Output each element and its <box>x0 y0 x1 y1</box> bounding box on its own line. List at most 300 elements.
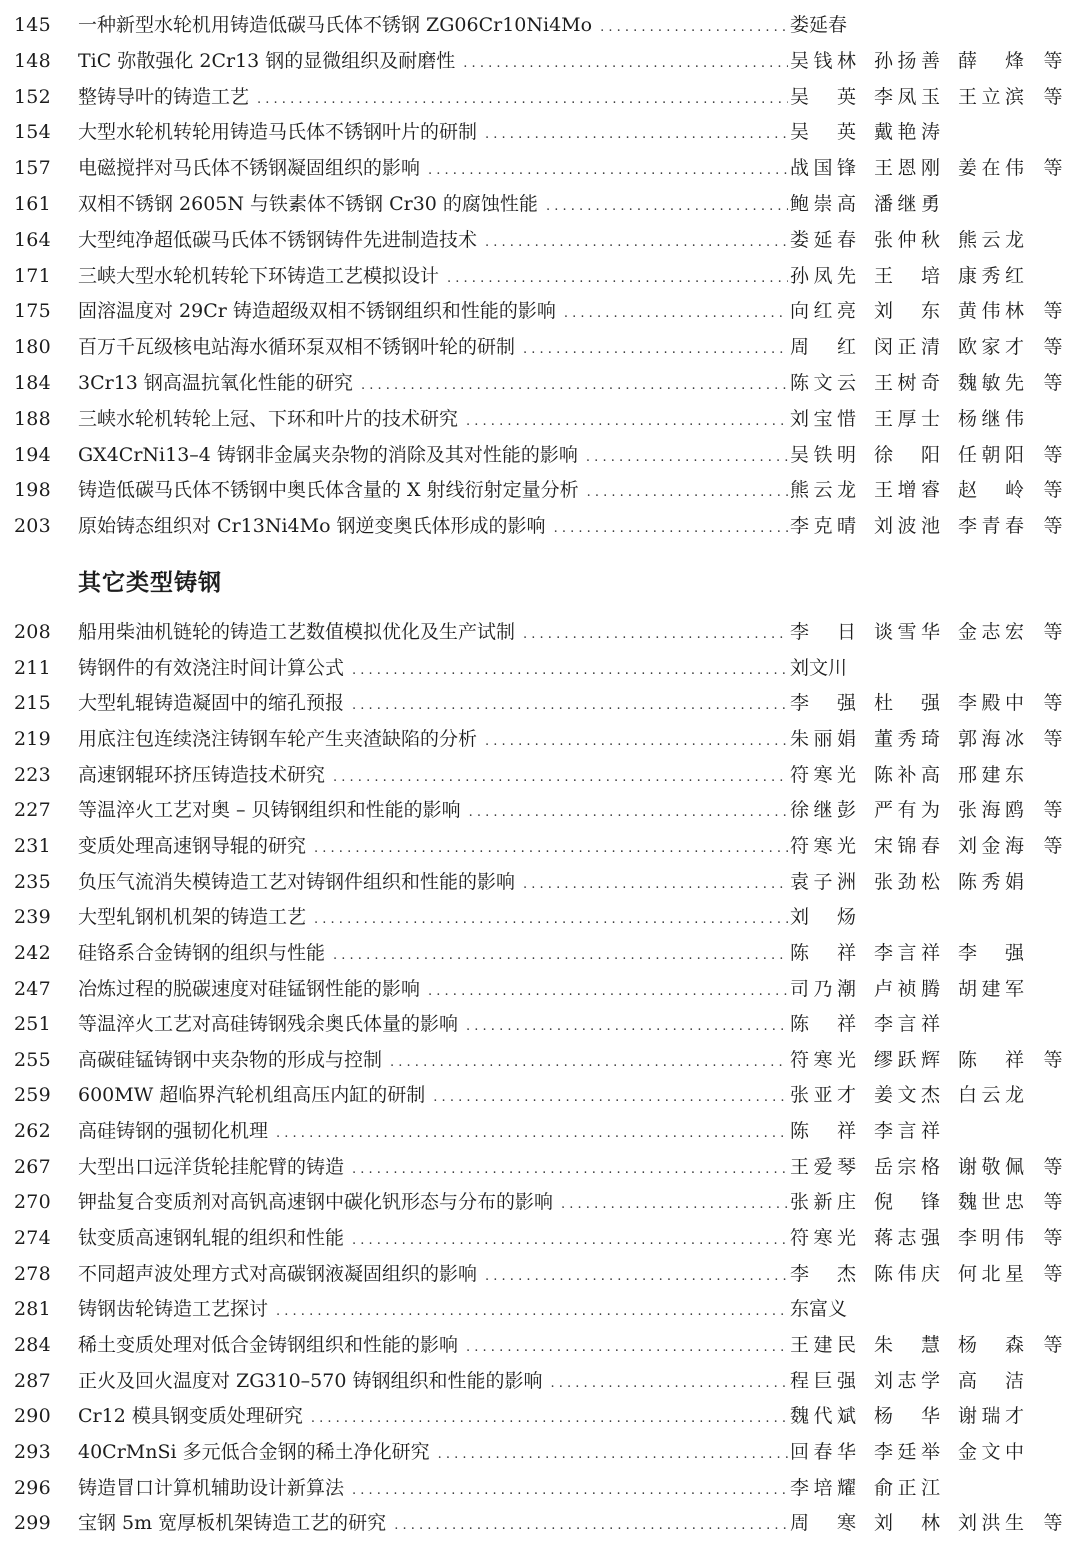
section-heading: 其它类型铸钢 <box>78 569 222 596</box>
toc-entry[interactable] <box>0 1401 1080 1431</box>
author-name: 陈 祥 <box>790 1120 856 1143</box>
entry-title: 负压气流消失模铸造工艺对铸钢件组织和性能的影响 <box>78 870 516 893</box>
toc-entry[interactable] <box>0 688 1080 718</box>
author-name: 徐继彭 <box>790 799 856 822</box>
entry-title: 钛变质高速钢轧辊的组织和性能 <box>78 1227 345 1250</box>
author-name: 李克晴 <box>790 515 856 538</box>
toc-entry[interactable] <box>0 1152 1080 1182</box>
toc-entry[interactable] <box>0 46 1080 76</box>
author-name: 卢祯腾 <box>874 977 940 1000</box>
entry-title: 等温淬火工艺对奥 – 贝铸钢组织和性能的影响 <box>78 799 461 822</box>
entry-authors <box>790 82 1024 112</box>
author-name: 魏代斌 <box>790 1405 856 1428</box>
author-name: 杨 森 <box>958 1334 1024 1356</box>
entry-title: 硅铬系合金铸钢的组织与性能 <box>78 941 326 964</box>
entry-authors <box>790 617 1024 647</box>
entry-title-wrap <box>78 1508 788 1541</box>
entry-authors <box>790 760 1024 790</box>
entry-authors <box>790 1294 1020 1324</box>
page-number: 299 <box>14 1512 51 1535</box>
entry-authors <box>790 1080 1024 1110</box>
toc-entry[interactable] <box>0 653 1080 683</box>
author-name: 朱 慧 <box>874 1334 940 1356</box>
toc-entry[interactable] <box>0 1330 1080 1360</box>
entry-authors <box>790 1187 1024 1217</box>
et-al-marker: 等 <box>1043 1334 1063 1356</box>
entry-title-wrap <box>78 440 788 473</box>
author-name: 陈补高 <box>874 763 940 786</box>
entry-authors <box>790 189 1020 219</box>
toc-entry[interactable] <box>0 795 1080 825</box>
entry-title-wrap <box>78 1473 788 1506</box>
entry-title-wrap <box>78 1401 788 1434</box>
entry-authors <box>790 511 1024 541</box>
page-number: 251 <box>14 1013 51 1036</box>
et-al-marker: 等 <box>1043 157 1063 180</box>
author-name: 张仲秋 <box>874 228 940 251</box>
entry-title: GX4CrNi13–4 铸钢非金属夹杂物的消除及其对性能的影响 <box>78 443 578 466</box>
author-name: 白云龙 <box>958 1084 1024 1107</box>
et-al-marker: 等 <box>1043 1512 1063 1535</box>
entry-authors <box>790 724 1024 754</box>
author-name: 王建民 <box>790 1334 856 1356</box>
author-name: 严有为 <box>874 799 940 822</box>
page-number: 239 <box>14 906 51 929</box>
entry-title-wrap <box>78 404 788 437</box>
entry-title-wrap <box>78 82 788 115</box>
et-al-marker: 等 <box>1043 479 1063 502</box>
entry-title: 船用柴油机链轮的铸造工艺数值模拟优化及生产试制 <box>78 621 516 643</box>
entry-authors <box>790 1152 1024 1182</box>
entry-authors <box>790 1401 1024 1431</box>
page-number: 208 <box>14 621 51 643</box>
entry-title: 用底注包连续浇注铸钢车轮产生夹渣缺陷的分析 <box>78 727 478 750</box>
toc-entry[interactable] <box>0 1080 1080 1110</box>
author-name: 程巨强 <box>790 1369 856 1392</box>
dot-leader <box>361 371 788 401</box>
entry-authors <box>790 440 1024 470</box>
author-name: 李言祥 <box>874 1120 940 1143</box>
author-name: 何北星 <box>958 1262 1024 1285</box>
author-name: 娄延春 <box>790 14 848 36</box>
entry-title-wrap <box>78 1009 788 1042</box>
et-al-marker: 等 <box>1043 799 1063 822</box>
dot-leader <box>546 192 788 222</box>
entry-authors <box>790 153 1024 183</box>
author-name: 赵 岭 <box>958 479 1024 502</box>
entry-title: 大型轧钢机机架的铸造工艺 <box>78 906 307 929</box>
entry-title: Cr12 模具钢变质处理研究 <box>78 1405 303 1428</box>
entry-authors <box>790 1259 1024 1289</box>
entry-authors <box>790 1508 1024 1538</box>
author-name: 姜文杰 <box>874 1084 940 1107</box>
dot-leader <box>333 941 788 971</box>
et-al-marker: 等 <box>1043 336 1063 359</box>
toc-entry[interactable] <box>0 1045 1080 1075</box>
et-al-marker: 等 <box>1043 300 1063 323</box>
entry-authors <box>790 1116 1020 1146</box>
toc-entry[interactable] <box>0 404 1080 434</box>
author-name: 刘 林 <box>874 1512 940 1535</box>
author-name: 战国锋 <box>790 157 856 180</box>
author-name: 李 强 <box>790 692 856 715</box>
author-name: 朱丽娟 <box>790 727 856 750</box>
toc-entry[interactable] <box>0 1223 1080 1253</box>
entry-title-wrap <box>78 617 788 650</box>
toc-entry[interactable] <box>0 974 1080 1004</box>
author-name: 李明伟 <box>958 1227 1024 1250</box>
toc-entry[interactable] <box>0 902 1080 932</box>
entry-title-wrap <box>78 46 788 79</box>
page-number: 211 <box>14 656 51 679</box>
toc-entry[interactable] <box>0 368 1080 398</box>
page-number: 274 <box>14 1227 51 1250</box>
toc-entry[interactable] <box>0 1437 1080 1467</box>
entry-title-wrap <box>78 1366 788 1399</box>
entry-title: 600MW 超临界汽轮机组高压内缸的研制 <box>78 1084 426 1107</box>
author-name: 陈伟庆 <box>874 1262 940 1285</box>
entry-title-wrap <box>78 974 788 1007</box>
dot-leader <box>523 335 788 365</box>
toc-entry[interactable] <box>0 475 1080 505</box>
et-al-marker: 等 <box>1043 692 1063 715</box>
author-name: 熊云龙 <box>790 479 856 502</box>
dot-leader <box>314 905 788 935</box>
entry-title: 高速钢辊环挤压铸造技术研究 <box>78 763 326 786</box>
entry-title: 3Cr13 钢高温抗氧化性能的研究 <box>78 372 353 394</box>
page-number: 267 <box>14 1155 51 1178</box>
author-name: 刘宝惜 <box>790 407 856 430</box>
page-number: 293 <box>14 1440 51 1463</box>
author-name: 陈文云 <box>790 372 856 394</box>
dot-leader <box>564 299 788 329</box>
author-name: 缪跃辉 <box>874 1048 940 1071</box>
entry-title: 铸钢齿轮铸造工艺探讨 <box>78 1298 269 1321</box>
author-name: 王树奇 <box>874 372 940 394</box>
author-name: 符寒光 <box>790 763 856 786</box>
entry-title: 一种新型水轮机用铸造低碳马氏体不锈钢 ZG06Cr10Ni4Mo <box>78 14 593 36</box>
toc-entry[interactable] <box>0 938 1080 968</box>
et-al-marker: 等 <box>1043 443 1063 466</box>
page-number: 188 <box>14 407 51 430</box>
author-name: 符寒光 <box>790 834 856 857</box>
author-name: 陈 祥 <box>790 1013 856 1036</box>
entry-title-wrap <box>78 332 788 365</box>
page-number: 287 <box>14 1369 51 1392</box>
page-number: 259 <box>14 1084 51 1107</box>
dot-leader <box>554 514 788 544</box>
author-name: 欧家才 <box>958 336 1024 359</box>
entry-authors <box>790 1366 1024 1396</box>
entry-title: 正火及回火温度对 ZG310–570 铸钢组织和性能的影响 <box>78 1369 543 1392</box>
entry-title-wrap <box>78 1152 788 1185</box>
toc-entry[interactable] <box>0 296 1080 326</box>
entry-title: 大型纯净超低碳马氏体不锈钢铸件先进制造技术 <box>78 228 478 251</box>
toc-entry[interactable] <box>0 225 1080 255</box>
entry-title-wrap <box>78 511 788 544</box>
dot-leader <box>433 1083 788 1113</box>
entry-title-wrap <box>78 938 788 971</box>
page-number: 164 <box>14 228 51 251</box>
entry-authors <box>790 1223 1024 1253</box>
author-name: 符寒光 <box>790 1227 856 1250</box>
author-name: 刘波池 <box>874 515 940 538</box>
author-name: 李 杰 <box>790 1262 856 1285</box>
author-name: 王立滨 <box>958 85 1024 108</box>
author-name: 张海鸥 <box>958 799 1024 822</box>
author-name: 王爱琴 <box>790 1155 856 1178</box>
entry-authors <box>790 332 1024 362</box>
author-name: 周 寒 <box>790 1512 856 1535</box>
entry-title: TiC 弥散强化 2Cr13 钢的显微组织及耐磨性 <box>78 49 456 72</box>
entry-title: 大型轧辊铸造凝固中的缩孔预报 <box>78 692 345 715</box>
entry-authors <box>790 938 1024 968</box>
toc-entry[interactable] <box>0 867 1080 897</box>
et-al-marker: 等 <box>1043 515 1063 538</box>
dot-leader <box>390 1048 788 1078</box>
et-al-marker: 等 <box>1043 49 1063 72</box>
entry-title-wrap <box>78 760 788 793</box>
entry-title: 不同超声波处理方式对高碳钢液凝固组织的影响 <box>78 1262 478 1285</box>
entry-title-wrap <box>78 296 788 329</box>
page-number: 278 <box>14 1262 51 1285</box>
dot-leader <box>447 264 788 294</box>
dot-leader <box>352 691 788 721</box>
dot-leader <box>466 1012 788 1042</box>
page-number: 194 <box>14 443 51 466</box>
entry-title: 稀土变质处理对低合金铸钢组织和性能的影响 <box>78 1334 459 1356</box>
dot-leader <box>485 120 788 150</box>
entry-title-wrap <box>78 1045 788 1078</box>
author-name: 岳宗格 <box>874 1155 940 1178</box>
author-name: 吴铁明 <box>790 443 856 466</box>
toc-entry[interactable] <box>0 1009 1080 1039</box>
toc-entry[interactable] <box>0 1187 1080 1217</box>
page-number: 157 <box>14 157 51 180</box>
toc-entry[interactable] <box>0 332 1080 362</box>
et-al-marker: 等 <box>1043 85 1063 108</box>
entry-title: 大型水轮机转轮用铸造马氏体不锈钢叶片的研制 <box>78 121 478 144</box>
toc-entry[interactable] <box>0 1294 1080 1324</box>
page-number: 161 <box>14 193 51 215</box>
dot-leader <box>523 870 788 900</box>
author-name: 倪 锋 <box>874 1191 940 1214</box>
page-number: 235 <box>14 870 51 893</box>
dot-leader <box>463 49 788 79</box>
dot-leader <box>485 1262 788 1292</box>
author-name: 刘洪生 <box>958 1512 1024 1535</box>
entry-title-wrap <box>78 795 788 828</box>
page-number: 296 <box>14 1476 51 1499</box>
entry-title: 百万千瓦级核电站海水循环泵双相不锈钢叶轮的研制 <box>78 336 516 359</box>
author-name: 俞正江 <box>874 1476 940 1499</box>
page-number: 247 <box>14 977 51 1000</box>
author-name: 陈 祥 <box>958 1048 1024 1071</box>
author-name: 李廷举 <box>874 1440 940 1463</box>
et-al-marker: 等 <box>1043 1191 1063 1214</box>
page-number: 255 <box>14 1048 51 1071</box>
et-al-marker: 等 <box>1043 1227 1063 1250</box>
author-name: 王 培 <box>874 264 940 287</box>
entry-title: 宝钢 5m 宽厚板机架铸造工艺的研究 <box>78 1512 387 1535</box>
author-name: 吴钱林 <box>790 49 856 72</box>
entry-authors <box>790 1009 1020 1039</box>
toc-entry[interactable] <box>0 511 1080 541</box>
dot-leader <box>352 1226 788 1256</box>
entry-title: 三峡水轮机转轮上冠、下环和叶片的技术研究 <box>78 407 459 430</box>
entry-title-wrap <box>78 831 788 864</box>
page-number: 148 <box>14 49 51 72</box>
dot-leader <box>314 834 788 864</box>
entry-title-wrap <box>78 902 788 935</box>
entry-title-wrap <box>78 189 788 222</box>
entry-title-wrap <box>78 225 788 258</box>
toc-entry[interactable] <box>0 10 1080 40</box>
toc-entry[interactable] <box>0 1508 1080 1538</box>
author-name: 刘金海 <box>958 834 1024 857</box>
author-name: 郭海冰 <box>958 727 1024 750</box>
dot-leader <box>352 1155 788 1185</box>
toc-entry[interactable] <box>0 617 1080 647</box>
author-name: 孙凤先 <box>790 264 856 287</box>
entry-authors <box>790 688 1024 718</box>
dot-leader <box>428 977 788 1007</box>
entry-title-wrap <box>78 1330 788 1363</box>
dot-leader <box>311 1404 788 1434</box>
toc-entry[interactable] <box>0 1366 1080 1396</box>
dot-leader <box>485 228 788 258</box>
toc-entry[interactable] <box>0 724 1080 754</box>
toc-entry[interactable] <box>0 1259 1080 1289</box>
author-name: 娄延春 <box>790 228 856 251</box>
author-name: 刘炀 <box>790 906 856 929</box>
author-name: 谢敬佩 <box>958 1155 1024 1178</box>
dot-leader <box>428 156 788 186</box>
author-name: 符寒光 <box>790 1048 856 1071</box>
entry-authors <box>790 831 1024 861</box>
page-number: 180 <box>14 336 51 359</box>
dot-leader <box>587 478 788 508</box>
author-name: 刘志学 <box>874 1369 940 1392</box>
toc-entry[interactable] <box>0 831 1080 861</box>
author-name: 姜在伟 <box>958 157 1024 180</box>
dot-leader <box>276 1297 788 1327</box>
toc-entry[interactable] <box>0 440 1080 470</box>
entry-title-wrap <box>78 10 788 43</box>
entry-authors <box>790 117 1020 147</box>
entry-title-wrap <box>78 724 788 757</box>
page-number: 223 <box>14 763 51 786</box>
entry-title: 变质处理高速钢导辊的研究 <box>78 834 307 857</box>
page-number: 145 <box>14 14 51 36</box>
entry-title-wrap <box>78 867 788 900</box>
page-number: 284 <box>14 1334 51 1356</box>
dot-leader <box>466 1333 788 1363</box>
et-al-marker: 等 <box>1043 1262 1063 1285</box>
author-name: 熊云龙 <box>958 228 1024 251</box>
author-name: 刘文川 <box>790 656 848 679</box>
dot-leader <box>561 1190 788 1220</box>
toc-entry[interactable] <box>0 1116 1080 1146</box>
author-name: 谢瑞才 <box>958 1405 1024 1428</box>
entry-authors <box>790 296 1024 326</box>
author-name: 魏世忠 <box>958 1191 1024 1214</box>
author-name: 孙扬善 <box>874 49 940 72</box>
toc-entry[interactable] <box>0 1473 1080 1503</box>
et-al-marker: 等 <box>1043 621 1063 643</box>
dot-leader <box>469 798 788 828</box>
author-name: 杜 强 <box>874 692 940 715</box>
author-name: 谈雪华 <box>874 621 940 643</box>
et-al-marker: 等 <box>1043 834 1063 857</box>
entry-title-wrap <box>78 117 788 150</box>
author-name: 陈 祥 <box>790 941 856 964</box>
author-name: 李 强 <box>958 941 1024 964</box>
toc-entry[interactable] <box>0 82 1080 112</box>
author-name: 潘继勇 <box>874 193 940 215</box>
entry-title-wrap <box>78 1080 788 1113</box>
entry-authors <box>790 404 1024 434</box>
author-name: 王厚士 <box>874 407 940 430</box>
entry-title: 三峡大型水轮机转轮下环铸造工艺模拟设计 <box>78 264 440 287</box>
entry-authors <box>790 795 1024 825</box>
author-name: 张亚才 <box>790 1084 856 1107</box>
author-name: 袁子洲 <box>790 870 856 893</box>
author-name: 司乃潮 <box>790 977 856 1000</box>
entry-title: 等温淬火工艺对高硅铸钢残余奥氏体量的影响 <box>78 1013 459 1036</box>
page-number: 198 <box>14 479 51 502</box>
author-name: 黄伟林 <box>958 300 1024 323</box>
author-name: 董秀琦 <box>874 727 940 750</box>
page-number: 290 <box>14 1405 51 1428</box>
entry-title-wrap <box>78 653 788 686</box>
entry-authors <box>790 902 1020 932</box>
toc-entry[interactable] <box>0 117 1080 147</box>
author-name: 刘 东 <box>874 300 940 323</box>
page-number: 270 <box>14 1191 51 1214</box>
entry-authors <box>790 368 1024 398</box>
entry-title: 铸钢件的有效浇注时间计算公式 <box>78 656 345 679</box>
dot-leader <box>438 1440 788 1470</box>
entry-title: 大型出口远洋货轮挂舵臂的铸造 <box>78 1155 345 1178</box>
entry-authors <box>790 867 1024 897</box>
toc-entry[interactable] <box>0 153 1080 183</box>
entry-authors <box>790 1437 1024 1467</box>
dot-leader <box>352 656 788 686</box>
entry-title: 电磁搅拌对马氏体不锈钢凝固组织的影响 <box>78 157 421 180</box>
entry-authors <box>790 475 1024 505</box>
entry-title: 高硅铸钢的强韧化机理 <box>78 1120 269 1143</box>
page-number: 154 <box>14 121 51 144</box>
author-name: 高 洁 <box>958 1369 1024 1392</box>
author-name: 戴艳涛 <box>874 121 940 144</box>
entry-title: 钾盐复合变质剂对高钒高速钢中碳化钒形态与分布的影响 <box>78 1191 554 1214</box>
toc-entry[interactable] <box>0 261 1080 291</box>
author-name: 李凤玉 <box>874 85 940 108</box>
dot-leader <box>523 620 788 650</box>
author-name: 徐 阳 <box>874 443 940 466</box>
author-name: 金文中 <box>958 1440 1024 1463</box>
author-name: 东富义 <box>790 1298 848 1321</box>
et-al-marker: 等 <box>1043 1048 1063 1071</box>
author-name: 杨继伟 <box>958 407 1024 430</box>
toc-entry[interactable] <box>0 760 1080 790</box>
entry-title: 原始铸态组织对 Cr13Ni4Mo 钢逆变奥氏体形成的影响 <box>78 515 546 538</box>
entry-title: 整铸导叶的铸造工艺 <box>78 85 250 108</box>
toc-entry[interactable] <box>0 189 1080 219</box>
author-name: 金志宏 <box>958 621 1024 643</box>
author-name: 李言祥 <box>874 941 940 964</box>
